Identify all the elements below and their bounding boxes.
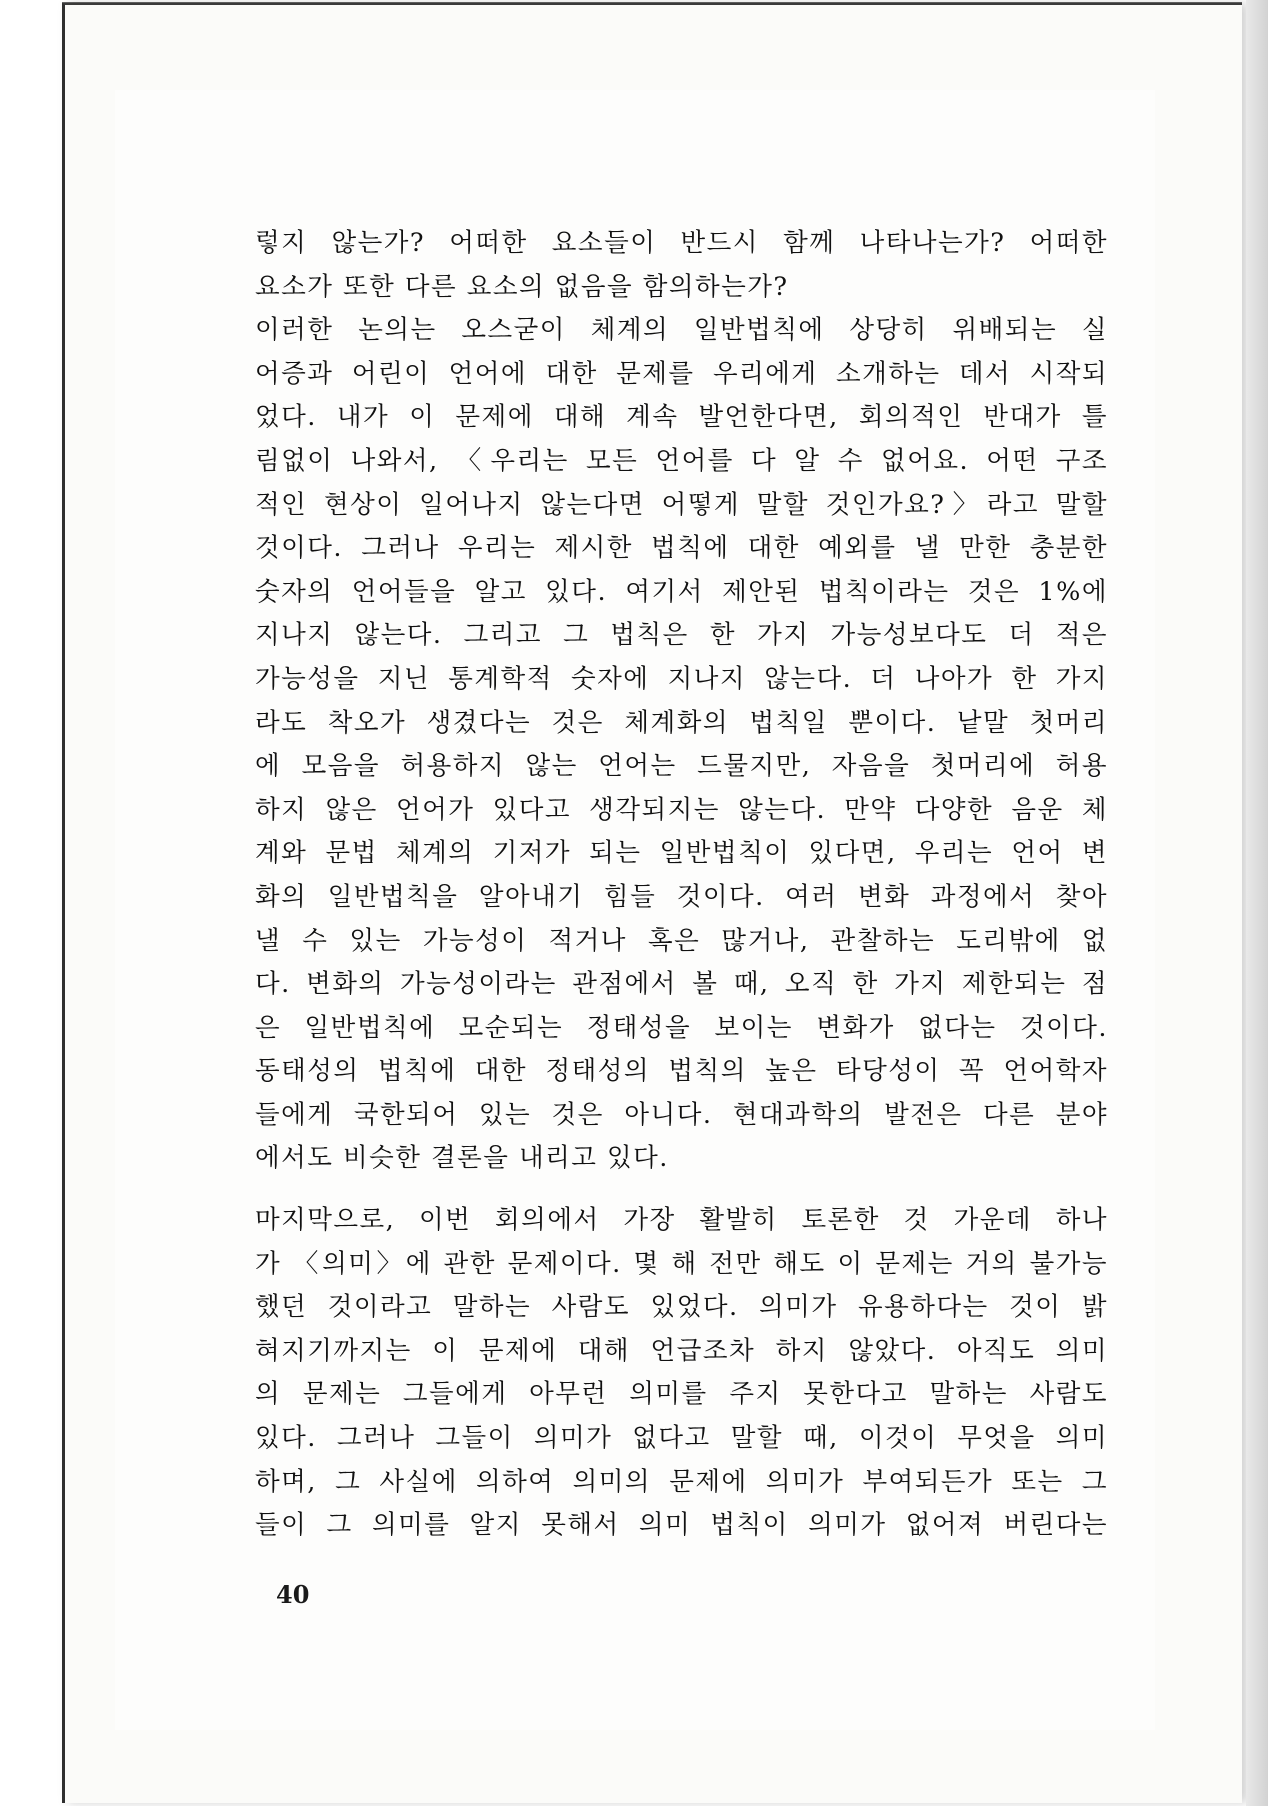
text-line: 동태성의 법칙에 대한 정태성의 법칙의 높은 타당성이 꼭 언어학자 (255, 1056, 1108, 1087)
text-line: 하지 않은 언어가 있다고 생각되지는 않는다. 만약 다양한 음운 체 (255, 794, 1108, 825)
paragraph-1 (255, 222, 1108, 1181)
text-line: 라도 착오가 생겼다는 것은 체계화의 법칙일 뿐이다. 낱말 첫머리 (255, 707, 1108, 738)
text-line: 다. 변화의 가능성이라는 관점에서 볼 때, 오직 한 가지 제한되는 점 (255, 969, 1108, 1000)
text-line: 어증과 어린이 언어에 대한 문제를 우리에게 소개하는 데서 시작되 (255, 358, 1108, 389)
text-line: 지나지 않는다. 그리고 그 법칙은 한 가지 가능성보다도 더 적은 (255, 620, 1108, 651)
text-line: 혀지기까지는 이 문제에 대해 언급조차 하지 않았다. 아직도 의미 (255, 1335, 1108, 1366)
text-line: 가 〈의미〉에 관한 문제이다. 몇 해 전만 해도 이 문제는 거의 불가능 (255, 1248, 1108, 1279)
page-number: 40 (276, 1580, 310, 1609)
text-line: 렇지 않는가? 어떠한 요소들이 반드시 함께 나타나는가? 어떠한 (255, 228, 1108, 258)
text-line: 있다. 그러나 그들이 의미가 없다고 말할 때, 이것이 무엇을 의미 (255, 1422, 1108, 1453)
text-line: 요소가 또한 다른 요소의 없음을 함의하는가? (255, 271, 789, 302)
text-line: 가능성을 지닌 통계학적 숫자에 지나지 않는다. 더 나아가 한 가지 (255, 663, 1108, 694)
text-line: 마지막으로, 이번 회의에서 가장 활발히 토론한 것 가운데 하나 (255, 1205, 1108, 1235)
text-line: 의 문제는 그들에게 아무런 의미를 주지 못한다고 말하는 사람도 (255, 1379, 1108, 1410)
text-line: 낼 수 있는 가능성이 적거나 혹은 많거나, 관찰하는 도리밖에 없 (255, 925, 1108, 956)
text-line: 에 모음을 허용하지 않는 언어는 드물지만, 자음을 첫머리에 허용 (255, 751, 1108, 782)
text-line: 었다. 내가 이 문제에 대해 계속 발언한다면, 회의적인 반대가 틀 (255, 402, 1108, 433)
text-line: 이러한 논의는 오스굳이 체계의 일반법칙에 상당히 위배되는 실 (255, 315, 1108, 346)
text-line: 화의 일반법칙을 알아내기 힘들 것이다. 여러 변화 과정에서 찾아 (255, 881, 1108, 912)
text-line: 것이다. 그러나 우리는 제시한 법칙에 대한 예외를 낼 만한 충분한 (255, 533, 1108, 564)
text-line: 림없이 나와서, 〈우리는 모든 언어를 다 알 수 없어요. 어떤 구조 (255, 445, 1108, 476)
text-line: 은 일반법칙에 모순되는 정태성을 보이는 변화가 없다는 것이다. (255, 1012, 1108, 1043)
paragraph-2 (255, 1199, 1108, 1548)
text-line: 들에게 국한되어 있는 것은 아니다. 현대과학의 발전은 다른 분야 (255, 1099, 1108, 1130)
text-line: 들이 그 의미를 알지 못해서 의미 법칙이 의미가 없어져 버린다는 (255, 1510, 1108, 1541)
text-line: 계와 문법 체계의 기저가 되는 일반법칙이 있다면, 우리는 언어 변 (255, 838, 1108, 869)
viewer-edge-shadow (1246, 0, 1268, 1806)
text-line: 하며, 그 사실에 의하여 의미의 문제에 의미가 부여되든가 또는 그 (255, 1466, 1108, 1497)
text-line: 적인 현상이 일어나지 않는다면 어떻게 말할 것인가요?〉라고 말할 (255, 489, 1108, 520)
text-line: 했던 것이라고 말하는 사람도 있었다. 의미가 유용하다는 것이 밝 (255, 1292, 1108, 1323)
text-line: 숫자의 언어들을 알고 있다. 여기서 제안된 법칙이라는 것은 1%에 (255, 576, 1108, 607)
text-line: 에서도 비슷한 결론을 내리고 있다. (255, 1143, 669, 1174)
